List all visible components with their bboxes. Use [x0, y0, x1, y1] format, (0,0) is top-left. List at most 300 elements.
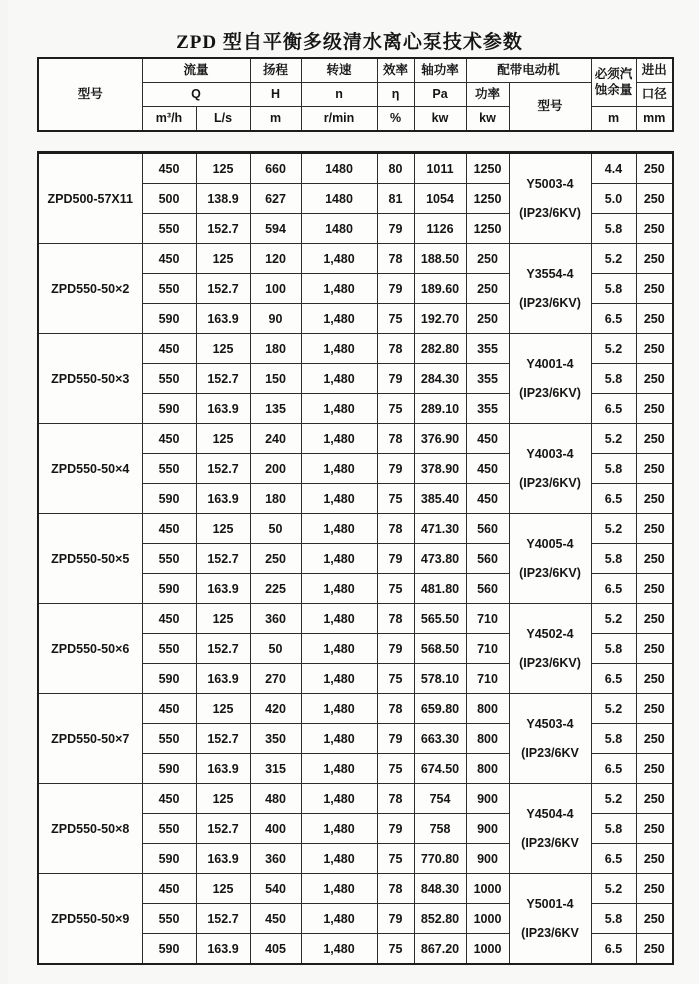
symbol-speed: n	[301, 83, 377, 107]
flow-cell: 590	[142, 844, 196, 874]
head-cell: 200	[250, 454, 301, 484]
speed-cell: 1,480	[301, 814, 377, 844]
npsh-cell: 5.2	[591, 784, 636, 814]
pump-model-cell: ZPD550-50×6	[38, 604, 142, 694]
efficiency-cell: 78	[377, 514, 414, 544]
flow-cell: 550	[142, 214, 196, 244]
speed-cell: 1,480	[301, 244, 377, 274]
unit-port: mm	[636, 107, 673, 132]
speed-cell: 1,480	[301, 574, 377, 604]
head-cell: 594	[250, 214, 301, 244]
npsh-cell: 5.2	[591, 514, 636, 544]
npsh-cell: 6.5	[591, 844, 636, 874]
flow-cell: 550	[142, 814, 196, 844]
col-header-head: 扬程	[250, 58, 301, 83]
shaft-power-cell: 663.30	[414, 724, 466, 754]
head-cell: 240	[250, 424, 301, 454]
flow-cell: 590	[142, 304, 196, 334]
npsh-cell: 6.5	[591, 484, 636, 514]
speed-cell: 1,480	[301, 874, 377, 904]
speed-cell: 1,480	[301, 844, 377, 874]
npsh-cell: 5.2	[591, 424, 636, 454]
shaft-power-cell: 284.30	[414, 364, 466, 394]
port-diameter-cell: 250	[636, 604, 673, 634]
spec-row	[38, 424, 673, 454]
shaft-power-cell: 189.60	[414, 274, 466, 304]
motor-power-cell: 250	[466, 304, 509, 334]
npsh-cell: 5.8	[591, 214, 636, 244]
flow-cell: 450	[142, 244, 196, 274]
speed-cell: 1,480	[301, 604, 377, 634]
motor-power-cell: 800	[466, 754, 509, 784]
flow-ls-cell: 163.9	[196, 664, 250, 694]
flow-ls-cell: 152.7	[196, 364, 250, 394]
spec-row	[38, 153, 673, 184]
port-diameter-cell: 250	[636, 244, 673, 274]
pump-model-cell: ZPD550-50×8	[38, 784, 142, 874]
speed-cell: 1,480	[301, 334, 377, 364]
flow-cell: 450	[142, 153, 196, 184]
port-diameter-cell: 250	[636, 214, 673, 244]
parameters-header-table	[37, 57, 674, 132]
motor-power-cell: 1250	[466, 214, 509, 244]
motor-model-cell	[509, 244, 591, 334]
page-title: ZPD 型自平衡多级清水离心泵技术参数	[176, 32, 523, 53]
efficiency-cell: 79	[377, 634, 414, 664]
head-cell: 225	[250, 574, 301, 604]
flow-ls-cell: 152.7	[196, 274, 250, 304]
port-diameter-cell: 250	[636, 274, 673, 304]
port-diameter-cell: 250	[636, 514, 673, 544]
shaft-power-cell: 770.80	[414, 844, 466, 874]
port-diameter-cell: 250	[636, 153, 673, 184]
npsh-cell: 5.8	[591, 814, 636, 844]
efficiency-cell: 79	[377, 274, 414, 304]
flow-cell: 550	[142, 454, 196, 484]
port-diameter-cell: 250	[636, 754, 673, 784]
efficiency-cell: 78	[377, 694, 414, 724]
efficiency-cell: 78	[377, 784, 414, 814]
efficiency-cell: 75	[377, 844, 414, 874]
motor-model-text: Y4001-4	[526, 356, 574, 371]
flow-cell: 550	[142, 364, 196, 394]
col-header-motor: 配带电动机	[466, 58, 591, 83]
pump-model-cell: ZPD550-50×9	[38, 874, 142, 965]
motor-model-cell	[509, 604, 591, 694]
port-diameter-cell: 250	[636, 784, 673, 814]
flow-ls-cell: 152.7	[196, 904, 250, 934]
head-cell: 100	[250, 274, 301, 304]
spec-row	[38, 514, 673, 544]
flow-cell: 590	[142, 574, 196, 604]
unit-efficiency: %	[377, 107, 414, 132]
motor-power-cell: 355	[466, 394, 509, 424]
col-header-port-line2: 口径	[636, 83, 673, 107]
spec-row	[38, 334, 673, 364]
speed-cell: 1,480	[301, 904, 377, 934]
flow-cell: 450	[142, 604, 196, 634]
efficiency-cell: 79	[377, 724, 414, 754]
speed-cell: 1,480	[301, 754, 377, 784]
npsh-cell: 5.8	[591, 724, 636, 754]
head-cell: 540	[250, 874, 301, 904]
head-cell: 90	[250, 304, 301, 334]
symbol-efficiency: η	[377, 83, 414, 107]
npsh-cell: 6.5	[591, 664, 636, 694]
head-cell: 660	[250, 153, 301, 184]
port-diameter-cell: 250	[636, 424, 673, 454]
shaft-power-cell: 378.90	[414, 454, 466, 484]
pump-model-cell: ZPD550-50×3	[38, 334, 142, 424]
port-diameter-cell: 250	[636, 544, 673, 574]
head-cell: 150	[250, 364, 301, 394]
flow-cell: 450	[142, 874, 196, 904]
efficiency-cell: 79	[377, 454, 414, 484]
port-diameter-cell: 250	[636, 574, 673, 604]
motor-power-cell: 1000	[466, 874, 509, 904]
efficiency-cell: 75	[377, 304, 414, 334]
pump-model-cell: ZPD550-50×4	[38, 424, 142, 514]
flow-cell: 450	[142, 694, 196, 724]
npsh-cell: 5.8	[591, 454, 636, 484]
shaft-power-cell: 481.80	[414, 574, 466, 604]
unit-flow-m3h: m³/h	[142, 107, 196, 132]
speed-cell: 1,480	[301, 364, 377, 394]
head-cell: 350	[250, 724, 301, 754]
npsh-cell: 6.5	[591, 304, 636, 334]
spec-row	[38, 604, 673, 634]
motor-protection-text: (IP23/6KV	[521, 836, 579, 850]
npsh-cell: 5.8	[591, 274, 636, 304]
shaft-power-cell: 1126	[414, 214, 466, 244]
speed-cell: 1480	[301, 153, 377, 184]
speed-cell: 1,480	[301, 484, 377, 514]
motor-power-cell: 900	[466, 844, 509, 874]
port-diameter-cell: 250	[636, 184, 673, 214]
speed-cell: 1,480	[301, 514, 377, 544]
port-diameter-cell: 250	[636, 874, 673, 904]
motor-model-cell	[509, 784, 591, 874]
motor-power-cell: 1250	[466, 153, 509, 184]
motor-power-cell: 355	[466, 334, 509, 364]
port-diameter-cell: 250	[636, 454, 673, 484]
flow-ls-cell: 138.9	[196, 184, 250, 214]
flow-ls-cell: 125	[196, 874, 250, 904]
motor-model-cell	[509, 424, 591, 514]
motor-protection-text: (IP23/6KV)	[519, 476, 581, 490]
unit-speed: r/min	[301, 107, 377, 132]
efficiency-cell: 79	[377, 814, 414, 844]
flow-ls-cell: 125	[196, 694, 250, 724]
flow-cell: 550	[142, 634, 196, 664]
head-cell: 50	[250, 634, 301, 664]
head-cell: 120	[250, 244, 301, 274]
spec-row	[38, 874, 673, 904]
npsh-cell: 5.2	[591, 694, 636, 724]
head-cell: 627	[250, 184, 301, 214]
motor-power-cell: 450	[466, 424, 509, 454]
motor-power-cell: 450	[466, 454, 509, 484]
efficiency-cell: 75	[377, 664, 414, 694]
flow-cell: 550	[142, 904, 196, 934]
flow-ls-cell: 163.9	[196, 484, 250, 514]
flow-ls-cell: 152.7	[196, 724, 250, 754]
motor-protection-text: (IP23/6KV)	[519, 206, 581, 220]
col-header-flow: 流量	[142, 58, 250, 83]
port-diameter-cell: 250	[636, 814, 673, 844]
speed-cell: 1,480	[301, 394, 377, 424]
symbol-flow: Q	[142, 83, 250, 107]
flow-ls-cell: 125	[196, 514, 250, 544]
shaft-power-cell: 867.20	[414, 934, 466, 965]
npsh-cell: 5.8	[591, 904, 636, 934]
shaft-power-cell: 758	[414, 814, 466, 844]
shaft-power-cell: 1011	[414, 153, 466, 184]
flow-cell: 450	[142, 784, 196, 814]
flow-cell: 590	[142, 664, 196, 694]
motor-power-cell: 800	[466, 694, 509, 724]
head-cell: 270	[250, 664, 301, 694]
head-cell: 400	[250, 814, 301, 844]
pump-model-cell: ZPD550-50×2	[38, 244, 142, 334]
efficiency-cell: 79	[377, 904, 414, 934]
flow-cell: 550	[142, 274, 196, 304]
motor-power-cell: 560	[466, 544, 509, 574]
npsh-cell: 5.8	[591, 544, 636, 574]
shaft-power-cell: 848.30	[414, 874, 466, 904]
head-cell: 315	[250, 754, 301, 784]
npsh-label-line2: 蚀余量	[594, 82, 633, 97]
motor-power-cell: 1250	[466, 184, 509, 214]
head-cell: 360	[250, 844, 301, 874]
motor-model-cell	[509, 694, 591, 784]
motor-model-cell	[509, 153, 591, 244]
npsh-cell: 5.8	[591, 634, 636, 664]
port-diameter-cell: 250	[636, 634, 673, 664]
spec-row	[38, 694, 673, 724]
head-cell: 180	[250, 484, 301, 514]
speed-cell: 1,480	[301, 424, 377, 454]
unit-head: m	[250, 107, 301, 132]
flow-cell: 590	[142, 934, 196, 965]
npsh-cell: 5.2	[591, 874, 636, 904]
motor-power-cell: 250	[466, 274, 509, 304]
speed-cell: 1,480	[301, 304, 377, 334]
efficiency-cell: 79	[377, 544, 414, 574]
shaft-power-cell: 578.10	[414, 664, 466, 694]
flow-ls-cell: 163.9	[196, 844, 250, 874]
symbol-head: H	[250, 83, 301, 107]
head-cell: 405	[250, 934, 301, 965]
speed-cell: 1,480	[301, 544, 377, 574]
motor-power-cell: 710	[466, 604, 509, 634]
flow-cell: 500	[142, 184, 196, 214]
speed-cell: 1,480	[301, 454, 377, 484]
efficiency-cell: 78	[377, 424, 414, 454]
motor-power-cell: 900	[466, 784, 509, 814]
motor-protection-text: (IP23/6KV)	[519, 296, 581, 310]
port-diameter-cell: 250	[636, 844, 673, 874]
efficiency-cell: 75	[377, 934, 414, 965]
head-cell: 180	[250, 334, 301, 364]
parameters-body-table	[37, 151, 674, 965]
flow-ls-cell: 163.9	[196, 754, 250, 784]
motor-model-text: Y4502-4	[526, 626, 574, 641]
shaft-power-cell: 289.10	[414, 394, 466, 424]
speed-cell: 1,480	[301, 274, 377, 304]
speed-cell: 1,480	[301, 634, 377, 664]
unit-motor-power: kw	[466, 107, 509, 132]
shaft-power-cell: 568.50	[414, 634, 466, 664]
flow-cell: 590	[142, 754, 196, 784]
col-header-motor-power: 功率	[466, 83, 509, 107]
shaft-power-cell: 188.50	[414, 244, 466, 274]
efficiency-cell: 78	[377, 244, 414, 274]
speed-cell: 1,480	[301, 934, 377, 965]
shaft-power-cell: 282.80	[414, 334, 466, 364]
pump-model-cell: ZPD550-50×5	[38, 514, 142, 604]
head-cell: 360	[250, 604, 301, 634]
shaft-power-cell: 192.70	[414, 304, 466, 334]
motor-power-cell: 355	[466, 364, 509, 394]
spec-row	[38, 784, 673, 814]
symbol-shaft-power: Pa	[414, 83, 466, 107]
head-cell: 420	[250, 694, 301, 724]
col-header-motor-model: 型号	[509, 83, 591, 132]
col-header-npsh	[591, 58, 636, 107]
flow-cell: 590	[142, 394, 196, 424]
shaft-power-cell: 659.80	[414, 694, 466, 724]
port-diameter-cell: 250	[636, 484, 673, 514]
npsh-cell: 5.2	[591, 604, 636, 634]
efficiency-cell: 75	[377, 574, 414, 604]
head-cell: 50	[250, 514, 301, 544]
motor-model-text: Y5001-4	[526, 896, 574, 911]
speed-cell: 1,480	[301, 784, 377, 814]
npsh-label-line1: 必须汽	[594, 66, 633, 81]
motor-model-cell	[509, 334, 591, 424]
flow-ls-cell: 125	[196, 784, 250, 814]
speed-cell: 1,480	[301, 664, 377, 694]
efficiency-cell: 75	[377, 394, 414, 424]
shaft-power-cell: 385.40	[414, 484, 466, 514]
flow-ls-cell: 125	[196, 244, 250, 274]
port-diameter-cell: 250	[636, 364, 673, 394]
motor-protection-text: (IP23/6KV)	[519, 566, 581, 580]
motor-model-cell	[509, 514, 591, 604]
motor-protection-text: (IP23/6KV)	[519, 386, 581, 400]
npsh-cell: 4.4	[591, 153, 636, 184]
shaft-power-cell: 754	[414, 784, 466, 814]
head-cell: 250	[250, 544, 301, 574]
head-cell: 480	[250, 784, 301, 814]
motor-power-cell: 710	[466, 634, 509, 664]
header-row-1	[38, 58, 673, 83]
port-diameter-cell: 250	[636, 694, 673, 724]
npsh-cell: 6.5	[591, 934, 636, 965]
shaft-power-cell: 473.80	[414, 544, 466, 574]
efficiency-cell: 81	[377, 184, 414, 214]
flow-ls-cell: 163.9	[196, 934, 250, 965]
flow-ls-cell: 163.9	[196, 394, 250, 424]
flow-cell: 450	[142, 424, 196, 454]
shaft-power-cell: 565.50	[414, 604, 466, 634]
head-cell: 135	[250, 394, 301, 424]
flow-cell: 590	[142, 484, 196, 514]
shaft-power-cell: 1054	[414, 184, 466, 214]
unit-shaft-power: kw	[414, 107, 466, 132]
efficiency-cell: 78	[377, 604, 414, 634]
npsh-cell: 6.5	[591, 574, 636, 604]
npsh-cell: 6.5	[591, 394, 636, 424]
motor-power-cell: 800	[466, 724, 509, 754]
motor-power-cell: 560	[466, 574, 509, 604]
shaft-power-cell: 852.80	[414, 904, 466, 934]
col-header-port-line1: 进出	[636, 58, 673, 83]
flow-ls-cell: 163.9	[196, 304, 250, 334]
efficiency-cell: 80	[377, 153, 414, 184]
flow-ls-cell: 125	[196, 153, 250, 184]
port-diameter-cell: 250	[636, 304, 673, 334]
col-header-pump-model: 型号	[38, 58, 142, 131]
shaft-power-cell: 376.90	[414, 424, 466, 454]
shaft-power-cell: 471.30	[414, 514, 466, 544]
shaft-power-cell: 674.50	[414, 754, 466, 784]
flow-cell: 450	[142, 514, 196, 544]
port-diameter-cell: 250	[636, 724, 673, 754]
port-diameter-cell: 250	[636, 664, 673, 694]
port-diameter-cell: 250	[636, 394, 673, 424]
motor-power-cell: 1000	[466, 934, 509, 965]
efficiency-cell: 79	[377, 214, 414, 244]
motor-power-cell: 900	[466, 814, 509, 844]
head-cell: 450	[250, 904, 301, 934]
motor-model-text: Y4504-4	[526, 806, 574, 821]
npsh-cell: 5.2	[591, 244, 636, 274]
efficiency-cell: 75	[377, 754, 414, 784]
spec-row	[38, 244, 673, 274]
motor-model-text: Y3554-4	[526, 266, 574, 281]
speed-cell: 1,480	[301, 694, 377, 724]
col-header-shaft-power: 轴功率	[414, 58, 466, 83]
npsh-cell: 5.2	[591, 334, 636, 364]
col-header-efficiency: 效率	[377, 58, 414, 83]
col-header-speed: 转速	[301, 58, 377, 83]
npsh-cell: 5.0	[591, 184, 636, 214]
motor-power-cell: 250	[466, 244, 509, 274]
port-diameter-cell: 250	[636, 904, 673, 934]
port-diameter-cell: 250	[636, 334, 673, 364]
efficiency-cell: 78	[377, 874, 414, 904]
speed-cell: 1480	[301, 214, 377, 244]
motor-model-text: Y5003-4	[526, 176, 574, 191]
motor-model-text: Y4005-4	[526, 536, 574, 551]
flow-cell: 450	[142, 334, 196, 364]
flow-ls-cell: 152.7	[196, 214, 250, 244]
speed-cell: 1,480	[301, 724, 377, 754]
motor-power-cell: 710	[466, 664, 509, 694]
motor-protection-text: (IP23/6KV	[521, 746, 579, 760]
motor-model-text: Y4003-4	[526, 446, 574, 461]
efficiency-cell: 75	[377, 484, 414, 514]
port-diameter-cell: 250	[636, 934, 673, 965]
motor-model-cell	[509, 874, 591, 965]
flow-ls-cell: 152.7	[196, 454, 250, 484]
pump-model-cell: ZPD550-50×7	[38, 694, 142, 784]
flow-ls-cell: 125	[196, 334, 250, 364]
efficiency-cell: 79	[377, 364, 414, 394]
flow-ls-cell: 163.9	[196, 574, 250, 604]
